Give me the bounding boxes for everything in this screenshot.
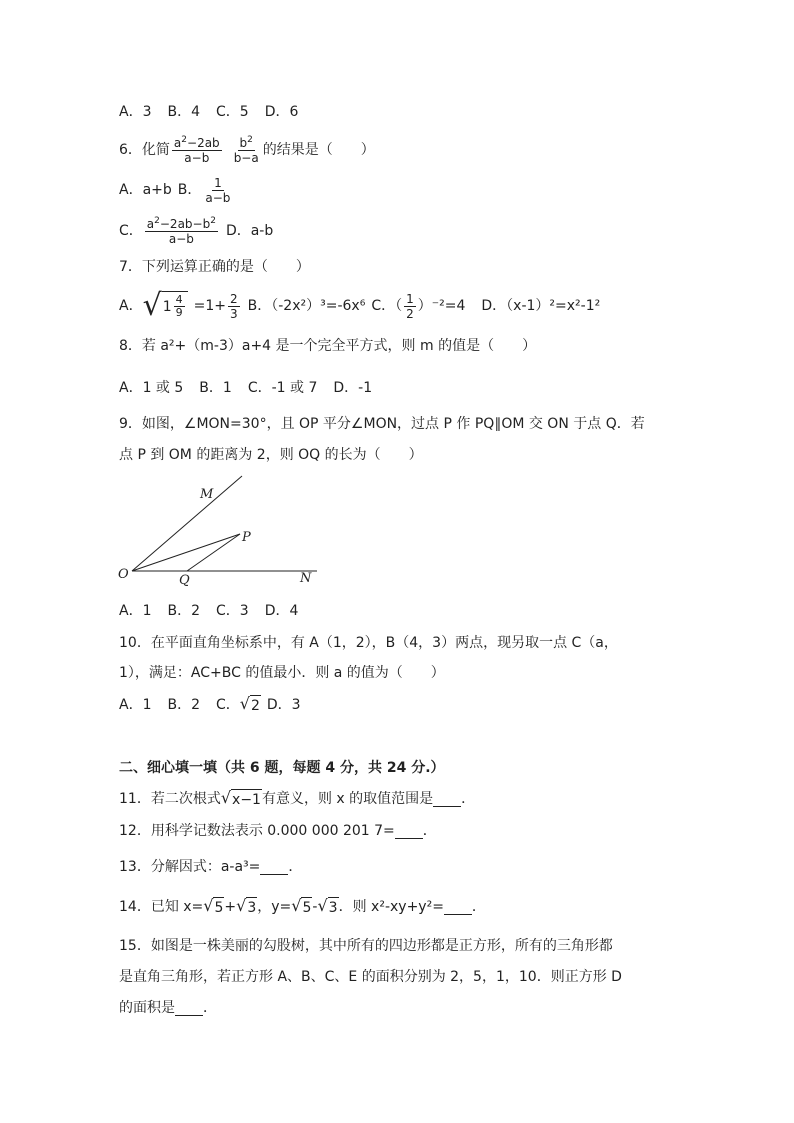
q13 — [119, 857, 302, 877]
section-2-title: 二、细心填一填（共 6 题，每题 4 分，共 24 分.） — [119, 760, 445, 776]
q7-options — [119, 288, 600, 324]
q6-f2-num: b — [239, 135, 248, 150]
q15-line3-prefix: 的面积是 — [119, 1000, 175, 1016]
q13-end: ． — [288, 859, 303, 875]
q8-option-a: A．1 或 5 — [119, 380, 184, 396]
q14-plus: + — [224, 899, 237, 915]
q9-option-d: D．4 — [264, 603, 299, 619]
q14-suffix: ．则 x²-xy+y²= — [338, 899, 444, 915]
q6-options-cd — [119, 215, 273, 247]
q9-option-c: C．3 — [216, 603, 249, 619]
q5-option-a: A．3 — [119, 104, 152, 120]
q15-line1: 15．如图是一株美丽的勾股树，其中所有的四边形都是正方形，所有的三角形都 — [119, 938, 613, 954]
q7-option-c-label: C．（ — [371, 298, 403, 314]
q14-end: ． — [471, 899, 486, 915]
q14-sqrt-2 — [236, 897, 257, 918]
q11-sqrt — [221, 789, 262, 810]
q14-sqrt-1 — [203, 897, 224, 918]
q14-minus: - — [312, 899, 318, 915]
q11 — [119, 788, 475, 810]
q10-line1: 10．在平面直角坐标系中，有 A（1，2），B（4，3）两点，现另取一点 C（a， — [119, 635, 618, 651]
q5-option-c: C．5 — [216, 104, 249, 120]
q5-options — [119, 102, 298, 122]
segment-pq — [187, 534, 240, 571]
q6-f1-sup: 2 — [181, 134, 188, 145]
q6-option-b-fraction — [203, 176, 232, 205]
q12-answer-blank[interactable] — [395, 824, 423, 839]
q7-c-num: 1 — [406, 291, 414, 306]
q6-b-num: 1 — [214, 175, 222, 190]
q8-option-c: C．-1 或 7 — [247, 380, 318, 396]
q7-a-frac — [174, 294, 185, 319]
q6-f2-sup: 2 — [247, 134, 253, 145]
q7-a-num: 4 — [175, 293, 183, 306]
q8-stem: 8．若 a²+（m-3）a+4 是一个完全平方式，则 m 的值是（ ） — [119, 338, 537, 354]
q7-a-eq: =1+ — [193, 298, 226, 314]
q10-option-a: A．1 — [119, 697, 152, 713]
q7-c-rest: ）⁻²=4 — [417, 298, 466, 314]
q7-a-den: 9 — [175, 306, 183, 319]
q6-prefix: 6．化简 — [119, 142, 170, 158]
q8-option-b: B．1 — [199, 380, 232, 396]
sqrt-icon: √ — [220, 787, 232, 807]
q11-end: ． — [461, 791, 476, 807]
q7-option-a-label: A． — [119, 298, 143, 314]
q14-sqrt-4 — [317, 897, 338, 918]
sqrt-icon: √ — [239, 693, 250, 713]
q6-option-c-label: C． — [119, 223, 143, 239]
q14-r2: 3 — [246, 897, 257, 918]
q13-answer-blank[interactable] — [260, 860, 288, 875]
q15-answer-blank[interactable] — [175, 1001, 203, 1016]
q9-option-a: A．1 — [119, 603, 152, 619]
q10-options — [119, 694, 301, 716]
sqrt-icon: √ — [236, 895, 247, 915]
sqrt-icon: √ — [142, 288, 162, 323]
q6-c-sup1: 2 — [154, 215, 160, 226]
q14-sqrt-3 — [291, 897, 312, 918]
q6-fraction-2 — [232, 136, 261, 165]
q9-figure — [112, 474, 324, 590]
q14-r1: 5 — [213, 897, 224, 918]
q6-c-sup2: 2 — [210, 215, 216, 226]
q10-option-d: D．3 — [266, 697, 301, 713]
q15-line3 — [119, 998, 217, 1018]
q11-answer-blank[interactable] — [433, 792, 461, 807]
q10-option-c-sqrt — [240, 695, 261, 716]
sqrt-icon: √ — [317, 895, 328, 915]
q6-suffix: 的结果是（ ） — [262, 142, 375, 158]
q10-option-c-label: C． — [216, 697, 240, 713]
q7-a-int: 1 — [162, 298, 172, 315]
q6-fraction-1 — [172, 136, 222, 165]
q14-r4: 3 — [328, 897, 339, 918]
q6-f1-rest: −2ab — [187, 135, 220, 150]
q12 — [119, 821, 437, 841]
sqrt-icon: √ — [291, 895, 302, 915]
q9-options — [119, 601, 298, 621]
q7-a-rfrac — [228, 292, 240, 321]
q6-option-c-fraction — [145, 217, 218, 246]
q11-rad: x−1 — [231, 789, 262, 810]
q14 — [119, 896, 486, 918]
q9-line2: 点 P 到 OM 的距离为 2，则 OQ 的长为（ ） — [119, 447, 423, 463]
q6-option-b-label: B． — [177, 182, 202, 198]
q12-end: ． — [422, 823, 437, 839]
label-o: O — [118, 567, 129, 582]
q8-options — [119, 378, 372, 398]
q7-c-frac — [404, 292, 416, 321]
q7-option-d: D．（x-1）²=x²-1² — [481, 298, 601, 314]
q13-text: 13．分解因式：a-a³= — [119, 859, 261, 875]
label-n: N — [300, 571, 312, 586]
q6-option-d: D．a-b — [225, 223, 274, 239]
q6-options-ab — [119, 174, 234, 206]
q6-f1-num: a — [173, 135, 182, 150]
q6-f1-den: a−b — [184, 150, 210, 165]
q12-text: 12．用科学记数法表示 0.000 000 201 7= — [119, 823, 395, 839]
q8-option-d: D．-1 — [333, 380, 373, 396]
q7-option-a-sqrt — [142, 288, 188, 323]
q5-option-d: D．6 — [264, 104, 299, 120]
q7-stem: 7．下列运算正确的是（ ） — [119, 259, 310, 275]
label-q: Q — [179, 573, 190, 588]
q6-f2-den: b−a — [233, 150, 259, 165]
q10-c-rad: 2 — [250, 695, 261, 716]
ray-om — [132, 476, 242, 571]
q7-option-b: B．（-2x²）³=-6x⁶ — [247, 298, 366, 314]
q11-prefix: 11．若二次根式 — [119, 791, 221, 807]
q15-line2: 是直角三角形，若正方形 A、B、C、E 的面积分别为 2，5，1，10．则正方形 D — [119, 969, 622, 985]
label-m: M — [200, 487, 214, 502]
sqrt-icon: √ — [203, 895, 214, 915]
q10-line2: 1），满足：AC+BC 的值最小．则 a 的值为（ ） — [119, 665, 445, 681]
q5-option-b: B．4 — [167, 104, 200, 120]
q7-a-rden: 3 — [230, 306, 238, 321]
q10-option-b: B．2 — [167, 697, 200, 713]
q6-stem — [119, 134, 375, 166]
q7-a-rnum: 2 — [230, 291, 238, 306]
q14-r3: 5 — [301, 897, 312, 918]
label-p: P — [242, 530, 251, 545]
q9-line1: 9．如图，∠MON=30°，且 OP 平分∠MON，过点 P 作 PQ∥OM 交 ON 于点 Q．若 — [119, 416, 645, 432]
q14-prefix: 14．已知 x= — [119, 899, 204, 915]
q14-answer-blank[interactable] — [444, 900, 472, 915]
q6-c-mid: −2ab−b — [159, 216, 211, 231]
segment-op — [132, 534, 240, 571]
q9-option-b: B．2 — [167, 603, 200, 619]
q6-c-den: a−b — [168, 231, 194, 246]
q6-option-a: A．a+b — [119, 182, 172, 198]
q7-c-den: 2 — [406, 306, 414, 321]
q6-b-den: a−b — [205, 190, 231, 205]
q11-suffix: 有意义，则 x 的取值范围是 — [261, 791, 434, 807]
q15-end: ． — [203, 1000, 217, 1016]
q14-mid: ，y= — [257, 899, 292, 915]
q6-c-a: a — [146, 216, 155, 231]
